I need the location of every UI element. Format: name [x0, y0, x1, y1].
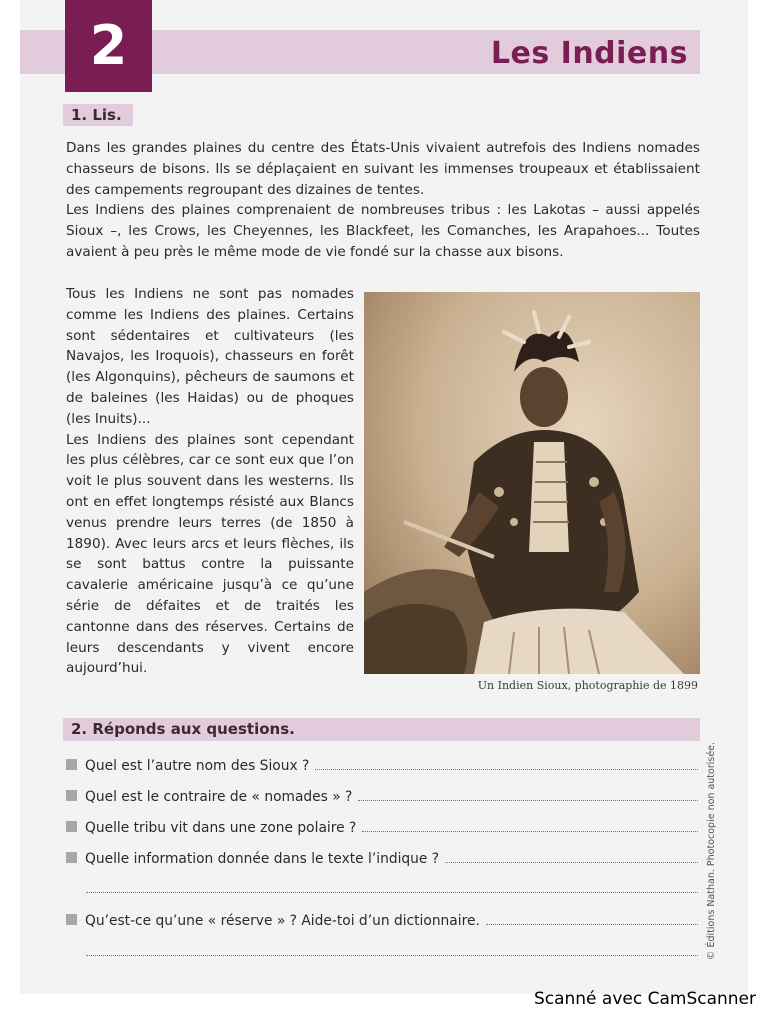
answer-line[interactable] — [362, 831, 698, 832]
question-text: Quel est le contraire de « nomades » ? — [85, 789, 353, 805]
photo-caption: Un Indien Sioux, photographie de 1899 — [477, 679, 698, 692]
paragraph-4: Les Indiens des plaines sont cependant les plus célèbres, car ce sont eux que l’on voit le plus souvent dans les westerns. Ils ont en effet longtemps résisté aux Blancs venus prendre leurs terres (de 1850 à 1890). Avec leurs arcs et leurs flèches, ils se sont battus contre la puissante cavalerie américaine jusqu’à ce qu’une série de défaites et de traités les cantonne dans des réserves. Certains de leurs descendants y vivent encore aujourd’hui. — [66, 431, 354, 677]
answer-line-extra[interactable] — [86, 892, 698, 893]
question-2 — [66, 783, 698, 805]
paragraph-3: Tous les Indiens ne sont pas nomades comme les Indiens des plaines. Certains sont sédentaires et cultivateurs (les Navajos, les Iroquois), chasseurs en forêt (les Algonquins), pêcheurs de saumons et de baleines (les Haidas) ou de phoques (les Inuits)... — [66, 286, 354, 427]
question-1 — [66, 752, 698, 774]
question-text: Qu’est-ce qu’une « réserve » ? Aide-toi d’un dictionnaire. — [85, 913, 480, 929]
section1-heading: 1. Lis. — [63, 104, 133, 126]
column-text — [66, 284, 354, 679]
scanner-watermark: Scanné avec CamScanner — [533, 989, 756, 1009]
answer-line[interactable] — [486, 924, 698, 925]
question-text: Quelle tribu vit dans une zone polaire ? — [85, 820, 357, 836]
square-bullet-icon — [66, 759, 77, 770]
answer-line-extra[interactable] — [86, 955, 698, 956]
square-bullet-icon — [66, 821, 77, 832]
answer-line[interactable] — [358, 800, 698, 801]
section2-heading: 2. Réponds aux questions. — [63, 718, 700, 741]
answer-line[interactable] — [445, 862, 698, 863]
copyright-note: © Éditions Nathan. Photocopie non autorisée. — [706, 741, 717, 960]
lesson-title: Les Indiens — [490, 36, 688, 71]
question-text: Quelle information donnée dans le texte l’indique ? — [85, 851, 440, 867]
question-text: Quel est l’autre nom des Sioux ? — [85, 758, 310, 774]
square-bullet-icon — [66, 852, 77, 863]
paragraph-1: Dans les grandes plaines du centre des États-Unis vivaient autrefois des Indiens nomades chasseurs de bisons. Ils se déplaçaient en suivant les immenses troupeaux et établissaient des campements regroupant des dizaines de tentes. — [66, 140, 700, 198]
square-bullet-icon — [66, 914, 77, 925]
intro-text — [66, 138, 700, 263]
sepia-portrait-photo-icon — [364, 292, 700, 674]
lesson-number: 2 — [65, 0, 152, 92]
question-3 — [66, 814, 698, 836]
square-bullet-icon — [66, 790, 77, 801]
question-4 — [66, 845, 698, 867]
sioux-photo — [364, 292, 700, 674]
paragraph-2: Les Indiens des plaines comprenaient de nombreuses tribus : les Lakotas – aussi appelés Sioux –, les Crows, les Cheyennes, les Blackfeet, les Comanches, les Arapahoes... Toutes avaient à peu près le même mode de vie fondé sur la chasse aux bisons. — [66, 202, 700, 260]
question-5 — [66, 907, 698, 929]
answer-line[interactable] — [315, 769, 698, 770]
